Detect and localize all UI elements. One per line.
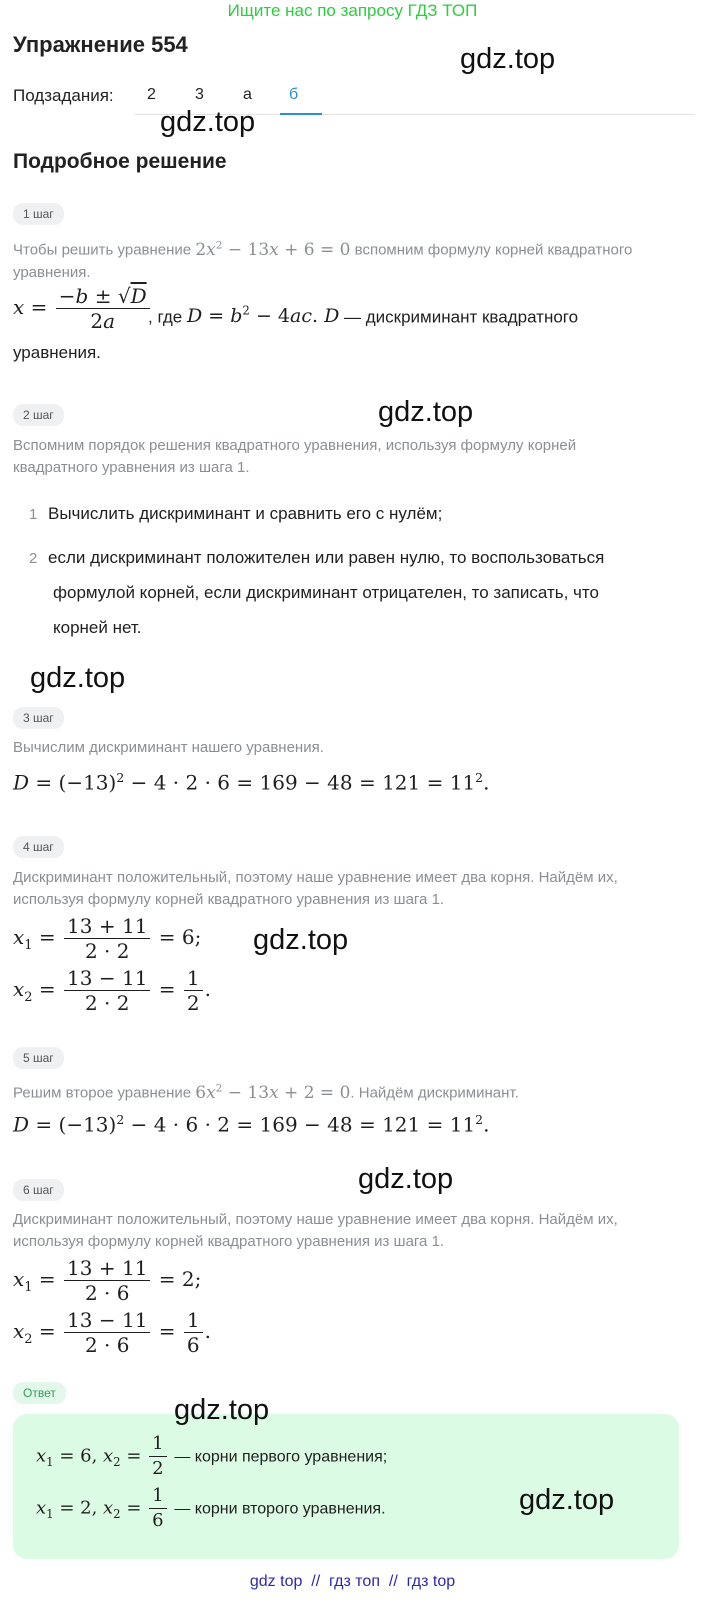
step-badge: 2 шаг: [13, 404, 64, 426]
bottom-links[interactable]: gdz top // гдз топ // гдз top: [249, 1573, 456, 1590]
subtasks-label: Подзадания:: [13, 86, 114, 105]
answer-badge: Ответ: [13, 1382, 66, 1404]
watermark: gdz.top: [253, 924, 349, 956]
list-item: если дискриминант положителен или равен нулю, то воспользоваться: [48, 548, 605, 567]
step-6-text: Дискриминант положительный, поэтому наше уравнение имеет два корня. Найдём их, используя формулу корней квадратного уравнения из шага 1.: [13, 1211, 618, 1250]
tab-b-active[interactable]: б: [289, 86, 299, 103]
step-badge: 4 шаг: [13, 836, 64, 858]
tab-a[interactable]: а: [243, 86, 252, 103]
watermark: gdz.top: [174, 1394, 270, 1426]
step-2-text: Вспомним порядок решения квадратного уравнения, используя формулу корней квадратного уравнения из шага 1.: [13, 437, 577, 476]
root-formula-desc-2: уравнения.: [13, 343, 101, 362]
root-formula-desc: , где $D = b^2 - 4ac$. D — дискриминант квадратного: [148, 304, 579, 328]
page-title: Упражнение 554: [13, 32, 188, 57]
solution-heading: Подробное решение: [13, 150, 227, 173]
root-formula: x = $\frac{-b \pm √D}{2a}$: [13, 284, 152, 333]
step-badge: 3 шаг: [13, 707, 64, 729]
answer-line-1: $x_1 = 6$, $x_2$ = $\frac{1}{2}$ — корни первого уравнения;: [36, 1433, 388, 1479]
step-3-text: Вычислим дискриминант нашего уравнения.: [13, 739, 324, 756]
step-badge: 5 шаг: [13, 1047, 64, 1069]
watermark: gdz.top: [358, 1163, 454, 1195]
step-5-text: Решим второе уравнение $6x^2 - 13x + 2 = 0$. Найдём дискриминант.: [13, 1082, 519, 1103]
list-number: 2: [29, 550, 38, 567]
tab-2[interactable]: 2: [147, 86, 156, 103]
tab-3[interactable]: 3: [195, 86, 204, 103]
answer-line-2: $x_1 = 2$, $x_2$ = $\frac{1}{6}$ — корни второго уравнения.: [36, 1485, 386, 1531]
list-item-cont: формулой корней, если дискриминант отрицателен, то записать, что: [53, 583, 599, 602]
step-4-text: Дискриминант положительный, поэтому наше уравнение имеет два корня. Найдём их, используя формулу корней квадратного уравнения из шага 1.: [13, 869, 618, 908]
root-x2-eq2: $x_2$ = $\frac{13 - 11}{2 \cdot 6}$ = $\frac{1}{6}$ .: [13, 1308, 211, 1357]
top-banner[interactable]: Ищите нас по запросу ГДЗ ТОП: [227, 1, 478, 20]
watermark: gdz.top: [519, 1484, 615, 1516]
watermark: gdz.top: [30, 662, 126, 694]
discriminant-1: $D = (-13)^2 - 4 \cdot 2 \cdot 6 = 169 - 48 = 121 = 11^2$.: [13, 770, 490, 795]
watermark: gdz.top: [378, 396, 474, 428]
root-x1-eq1: $x_1$ = $\frac{13 + 11}{2 \cdot 2}$ = 6;: [13, 914, 202, 963]
root-x2-eq1: $x_2$ = $\frac{13 - 11}{2 \cdot 2}$ = $\frac{1}{2}$ .: [13, 966, 211, 1015]
list-item: Вычислить дискриминант и сравнить его с нулём;: [48, 504, 443, 523]
active-tab-underline: [280, 113, 322, 115]
discriminant-2: $D = (-13)^2 - 4 \cdot 6 \cdot 2 = 169 - 48 = 121 = 11^2$.: [13, 1112, 490, 1137]
step-badge: 1 шаг: [13, 203, 64, 225]
watermark: gdz.top: [460, 43, 556, 75]
list-number: 1: [29, 506, 38, 523]
list-item-cont: корней нет.: [53, 618, 142, 637]
watermark: gdz.top: [160, 106, 256, 138]
step-1-text: Чтобы решить уравнение $2x^2 - 13x + 6 = 0$ вспомним формулу корней квадратного уравнения.: [13, 239, 633, 281]
step-badge: 6 шаг: [13, 1179, 64, 1201]
root-x1-eq2: $x_1$ = $\frac{13 + 11}{2 \cdot 6}$ = 2;: [13, 1256, 202, 1305]
